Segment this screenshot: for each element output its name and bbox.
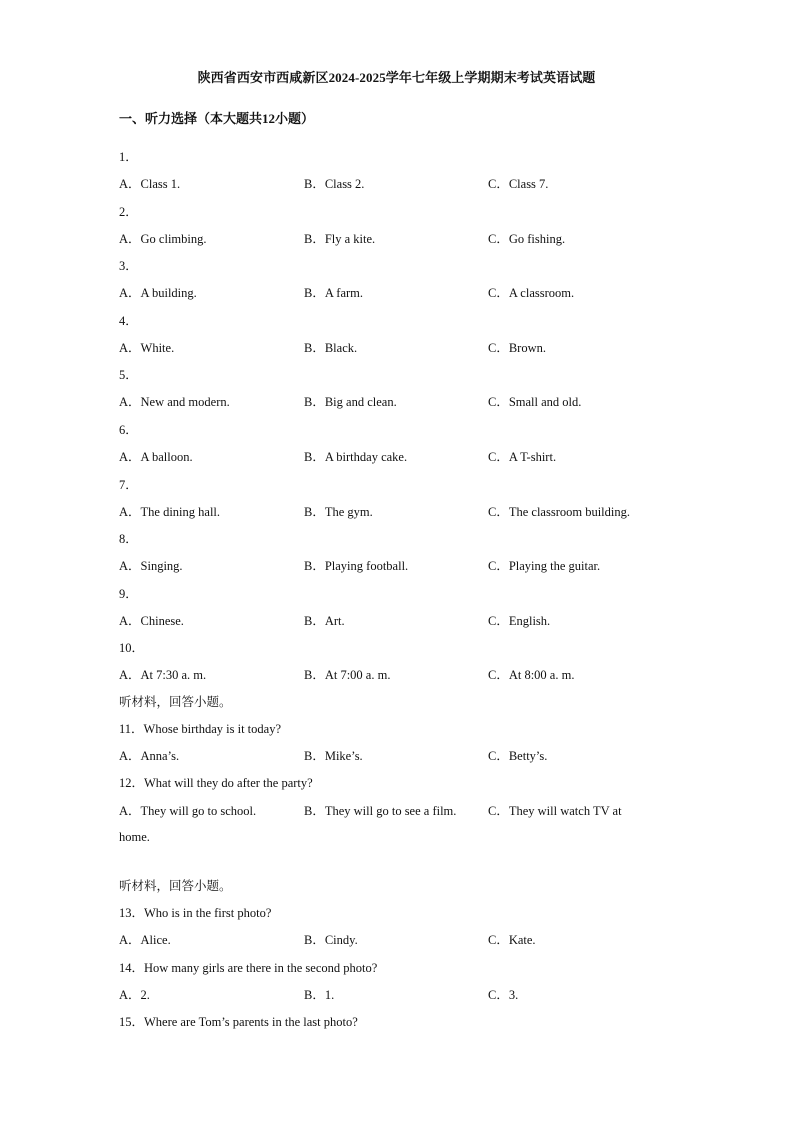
option-b: B．A farm. bbox=[304, 286, 364, 301]
option-a: A．Singing. bbox=[119, 559, 183, 574]
option-a: A．At 7:30 a. m. bbox=[119, 668, 207, 683]
option-a-13: A．Alice. bbox=[119, 933, 171, 947]
question-number: 8． bbox=[119, 532, 138, 547]
option-b-11: B．Mike’s. bbox=[304, 749, 363, 763]
option-b: B．A birthday cake. bbox=[304, 450, 408, 464]
option-b: B．Black. bbox=[304, 340, 358, 355]
option-a: A．New and modern. bbox=[119, 395, 230, 410]
question-stem-15: 15．Where are Tom’s parents in the last photo? bbox=[119, 1015, 358, 1029]
question-number: 9． bbox=[119, 586, 138, 601]
question-stem-13: 13．Who is in the first photo? bbox=[119, 906, 272, 920]
option-b: B．Art. bbox=[304, 613, 345, 628]
section-heading: 一、听力选择（本大题共12小题） bbox=[119, 111, 315, 126]
option-c-11: C．Betty’s. bbox=[488, 749, 548, 763]
option-b: B．At 7:00 a. m. bbox=[304, 668, 391, 683]
page-title: 陕西省西安市西咸新区2024-2025学年七年级上学期期末考试英语试题 bbox=[197, 70, 596, 85]
option-c: C．Brown. bbox=[488, 340, 546, 355]
option-c: C．Playing the guitar. bbox=[488, 559, 601, 574]
option-a: A．A building. bbox=[119, 286, 197, 301]
option-a-12: A．They will go to school. bbox=[119, 804, 257, 818]
question-number: 6． bbox=[119, 423, 138, 437]
question-number: 10． bbox=[119, 641, 145, 656]
group-intro-1: 听材料，回答小题。 bbox=[119, 695, 232, 709]
question-number: 4． bbox=[119, 313, 138, 328]
question-stem-14: 14．How many girls are there in the second photo? bbox=[119, 961, 378, 975]
option-b: B．Playing football. bbox=[304, 559, 409, 574]
option-b: B．Fly a kite. bbox=[304, 231, 376, 246]
option-a: A．Chinese. bbox=[119, 613, 184, 628]
option-c: C．A classroom. bbox=[488, 286, 575, 301]
option-c: C．Small and old. bbox=[488, 395, 582, 410]
option-c-13: C．Kate. bbox=[488, 933, 536, 947]
option-a-11: A．Anna’s. bbox=[119, 749, 180, 763]
option-c-12-continued: home. bbox=[119, 830, 150, 844]
option-c: C．At 8:00 a. m. bbox=[488, 668, 575, 683]
question-stem-12: 12．What will they do after the party? bbox=[119, 776, 313, 790]
option-a: A．A balloon. bbox=[119, 450, 193, 464]
group-intro-2: 听材料，回答小题。 bbox=[119, 879, 232, 893]
option-c-12: C．They will watch TV at bbox=[488, 804, 622, 818]
question-number: 5． bbox=[119, 368, 138, 383]
option-c: C．Class 7. bbox=[488, 177, 549, 191]
option-c: C．English. bbox=[488, 613, 551, 628]
option-a: A．Class 1. bbox=[119, 177, 181, 191]
option-a: A．Go climbing. bbox=[119, 231, 207, 246]
option-b: B．Big and clean. bbox=[304, 395, 397, 410]
question-number: 7． bbox=[119, 477, 138, 492]
option-c: C．A T-shirt. bbox=[488, 450, 557, 464]
question-stem-11: 11．Whose birthday is it today? bbox=[119, 722, 282, 736]
option-c: C．Go fishing. bbox=[488, 231, 566, 246]
option-b: B．Class 2. bbox=[304, 177, 365, 191]
option-c-14: C．3. bbox=[488, 988, 519, 1002]
option-a-14: A．2. bbox=[119, 988, 150, 1002]
question-number: 3． bbox=[119, 259, 138, 274]
option-c: C．The classroom building. bbox=[488, 504, 630, 519]
option-b-12: B．They will go to see a film. bbox=[304, 804, 457, 818]
question-number: 2． bbox=[119, 204, 138, 219]
option-b-13: B．Cindy. bbox=[304, 933, 358, 947]
option-b-14: B．1. bbox=[304, 988, 335, 1002]
option-b: B．The gym. bbox=[304, 504, 373, 519]
question-number: 1． bbox=[119, 150, 138, 164]
option-a: A．The dining hall. bbox=[119, 504, 221, 519]
option-a: A．White. bbox=[119, 340, 175, 355]
